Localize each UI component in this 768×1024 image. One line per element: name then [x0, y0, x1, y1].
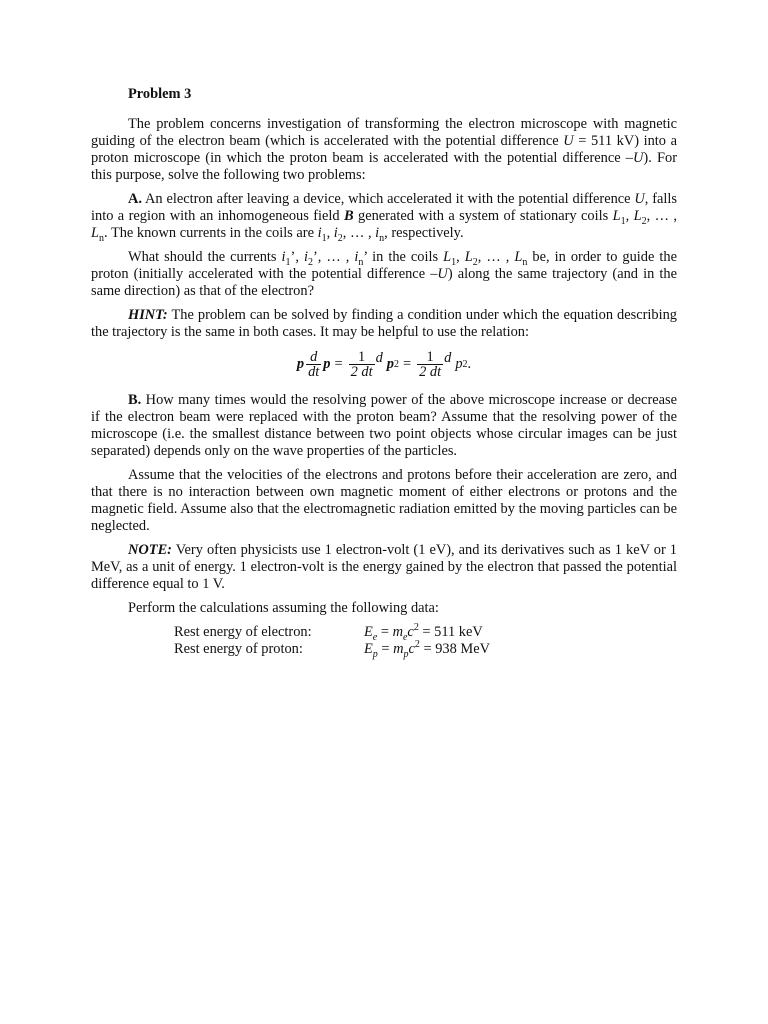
- sub-2: 2: [472, 256, 478, 268]
- symbol-c: c: [407, 624, 414, 640]
- comma: ,: [625, 208, 634, 224]
- intro-text-1: The problem concerns investigation of transforming the electron microscope with magnetic guiding of the electron beam (which is accelerated with the potential difference: [91, 116, 677, 149]
- symbol-L: L: [464, 249, 473, 265]
- frac-num: 1: [426, 349, 434, 365]
- eq-p: p: [296, 356, 305, 372]
- symbol-i: i: [375, 225, 380, 241]
- note-text: Very often physicists use 1 electron-volt (1 eV), and its derivatives such as 1 keV or 1 MeV, as a unit of energy. 1 electron-volt is the energy gained by the electron that passed the potential difference equal to 1 V.: [91, 542, 677, 592]
- hint-text: The problem can be solved by finding a condition under which the equation describing the trajectory is the same in both cases. It may be helpful to use the relation:: [91, 307, 677, 340]
- prime: ’: [363, 249, 368, 265]
- symbol-L: L: [514, 249, 523, 265]
- symbol-i: i: [333, 225, 338, 241]
- eq-p: p: [386, 356, 394, 372]
- period: .: [467, 356, 472, 372]
- frac-num: d: [375, 349, 383, 366]
- comma: ,: [295, 249, 304, 265]
- intro-text-2: = 511 kV) into a proton microscope (in which the proton beam is accelerated with the potential difference –: [91, 133, 678, 166]
- symbol-L: L: [91, 225, 100, 241]
- comma: ,: [326, 225, 334, 241]
- symbol-L: L: [633, 208, 642, 224]
- sub-1: 1: [321, 232, 327, 244]
- intro-text-3: ). For this purpose, solve the following two problems:: [91, 150, 677, 183]
- electron-energy: = 511 keV: [418, 624, 483, 640]
- fraction-d: [374, 351, 385, 379]
- part-a-text-2: , falls into a region with an inhomogeneous field: [91, 191, 677, 224]
- symbol-L: L: [443, 249, 452, 265]
- part-b-label: B.: [128, 392, 142, 408]
- frac-den: dt: [308, 364, 320, 380]
- part-a-text-4: . The known currents in the coils are: [104, 225, 318, 241]
- ellipsis: , … ,: [477, 249, 515, 265]
- symbol-L: L: [612, 208, 621, 224]
- frac-den: 2 dt: [419, 364, 442, 380]
- symbol-i: i: [317, 225, 322, 241]
- equals-sign: =: [377, 624, 393, 640]
- sub-1: 1: [451, 256, 457, 268]
- note-label: NOTE:: [128, 542, 172, 558]
- question-text-4: ) along the same trajectory (and in the same direction) as that of the electron?: [91, 266, 678, 299]
- part-b-paragraph: [91, 392, 677, 460]
- symbol-i: i: [354, 249, 359, 265]
- electron-row: [174, 624, 490, 641]
- question-text-3: be, in order to guide the proton (initially accelerated with the potential difference –: [91, 249, 677, 282]
- sub-e: e: [372, 631, 378, 643]
- symbol-B: B: [344, 208, 354, 224]
- perform-paragraph: Perform the calculations assuming the following data:: [128, 600, 439, 616]
- part-a-label: A.: [128, 191, 142, 207]
- frac-den: 2 dt: [350, 364, 373, 380]
- eq-p: p: [455, 356, 463, 372]
- superscript-2: 2: [413, 622, 419, 634]
- frac-num: 1: [357, 349, 366, 365]
- proton-energy: = 938 MeV: [419, 641, 490, 657]
- frac-num: d: [444, 349, 452, 366]
- problem-title: Problem 3: [128, 86, 192, 102]
- fraction-d: [442, 351, 453, 379]
- part-b-text: How many times would the resolving power of the above microscope increase or decrease if the electron beam were replaced with the proton beam? Assume that the resolving power of the microscope (i.e. the smallest distance between two point objects whose circular images can be just separated) depends only on the wave properties of the particles.: [91, 392, 677, 459]
- ellipsis: , … ,: [317, 249, 355, 265]
- equals-sign: =: [377, 641, 394, 657]
- sub-2: 2: [337, 232, 343, 244]
- sub-n: n: [379, 232, 385, 244]
- question-text-1: What should the currents: [128, 249, 282, 265]
- hint-label: HINT:: [128, 307, 168, 323]
- symbol-U: U: [634, 191, 645, 207]
- equation-block: [91, 350, 677, 379]
- sub-2: 2: [307, 256, 313, 268]
- constants-table: [174, 624, 490, 658]
- proton-row: [174, 641, 490, 658]
- symbol-E: E: [364, 641, 373, 657]
- sub-n: n: [99, 232, 105, 244]
- note-paragraph: [91, 542, 677, 593]
- sub-n: n: [358, 256, 364, 268]
- sub-p: p: [372, 648, 378, 660]
- symbol-U: U: [633, 150, 644, 166]
- symbol-U: U: [563, 133, 574, 149]
- symbol-m: m: [392, 624, 403, 640]
- fraction-1-2: [349, 350, 375, 379]
- document-page: [91, 86, 677, 658]
- proton-label: Rest energy of proton:: [174, 641, 303, 657]
- part-a-text-5: , respectively.: [384, 225, 464, 241]
- symbol-c: c: [408, 641, 415, 657]
- sub-p: p: [403, 648, 409, 660]
- part-a-text-1: An electron after leaving a device, which accelerated it with the potential difference: [142, 191, 635, 207]
- ellipsis: , … ,: [646, 208, 678, 224]
- symbol-i: i: [281, 249, 286, 265]
- sub-n: n: [522, 256, 528, 268]
- equation: p $\frac{d}{dt}$ p = $\frac{1}{2 dt}$ d p 2 = $\frac{1}{2 dt}$ d p 2 .: [296, 349, 472, 380]
- question-text-2: in the coils: [367, 249, 444, 265]
- prime: ’: [290, 249, 296, 265]
- proton-value: [364, 641, 490, 658]
- equals-sign: =: [403, 356, 412, 372]
- superscript-2: 2: [414, 639, 420, 651]
- eq-p: p: [323, 356, 331, 372]
- symbol-m: m: [393, 641, 404, 657]
- ellipsis: , … ,: [342, 225, 376, 241]
- symbol-U: U: [437, 266, 448, 282]
- assumption-paragraph: Assume that the velocities of the electrons and protons before their acceleration are zero, and that there is no interaction between own magnetic moment of either electrons or protons and the magnetic field. Assume also that the electromagnetic radiation emitted by the moving particles can be neglected.: [91, 467, 677, 534]
- part-a-paragraph: [91, 191, 677, 242]
- fraction-1-2: [417, 350, 443, 379]
- question-paragraph: [91, 249, 677, 300]
- prime: ’: [312, 249, 318, 265]
- symbol-i: i: [303, 249, 308, 265]
- electron-label: Rest energy of electron:: [174, 624, 312, 640]
- equals-sign: =: [334, 356, 343, 372]
- sub-1: 1: [285, 256, 291, 268]
- hint-paragraph: [91, 307, 677, 341]
- part-a-text-3: generated with a system of stationary coils: [353, 208, 613, 224]
- frac-num: d: [310, 349, 318, 365]
- electron-value: [364, 624, 490, 641]
- fraction-d-dt: [306, 350, 321, 379]
- sub-e: e: [402, 631, 408, 643]
- comma: ,: [456, 249, 465, 265]
- sub-1: 1: [620, 215, 626, 227]
- symbol-E: E: [364, 624, 373, 640]
- sub-2: 2: [641, 215, 647, 227]
- intro-paragraph: [91, 116, 677, 184]
